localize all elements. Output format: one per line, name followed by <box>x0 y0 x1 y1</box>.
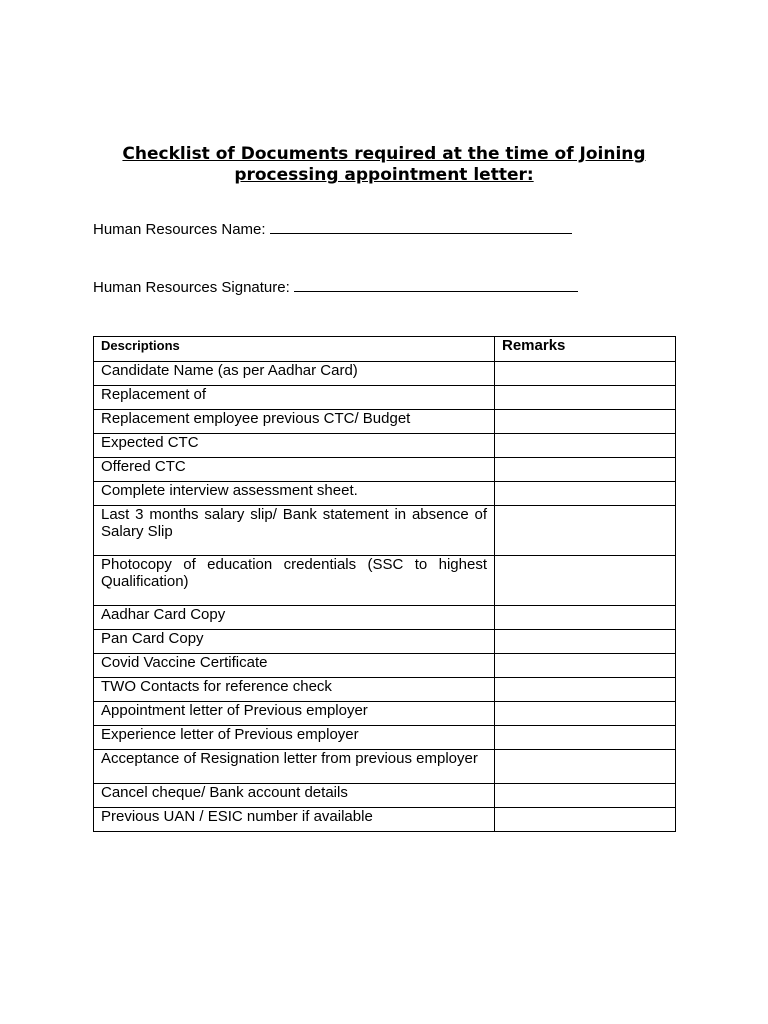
remarks-cell <box>495 362 676 386</box>
description-cell: TWO Contacts for reference check <box>94 678 495 702</box>
remarks-cell <box>495 750 676 784</box>
table-row <box>94 386 676 410</box>
table-row <box>94 606 676 630</box>
description-cell: Candidate Name (as per Aadhar Card) <box>94 362 495 386</box>
table-row <box>94 654 676 678</box>
table-row <box>94 458 676 482</box>
description-cell: Pan Card Copy <box>94 630 495 654</box>
table-row <box>94 808 676 832</box>
table-row <box>94 750 676 784</box>
description-cell: Replacement of <box>94 386 495 410</box>
description-cell: Experience letter of Previous employer <box>94 726 495 750</box>
description-cell: Previous UAN / ESIC number if available <box>94 808 495 832</box>
document-title <box>93 144 675 186</box>
remarks-cell <box>495 726 676 750</box>
hr-signature-blank-line <box>294 277 578 292</box>
remarks-cell <box>495 556 676 606</box>
table-row <box>94 784 676 808</box>
remarks-cell <box>495 654 676 678</box>
document-title-line-1: Checklist of Documents required at the time of Joining <box>122 144 646 164</box>
remarks-cell <box>495 386 676 410</box>
remarks-cell <box>495 606 676 630</box>
remarks-cell <box>495 506 676 556</box>
hr-name-label: Human Resources Name: <box>93 221 266 238</box>
remarks-cell <box>495 808 676 832</box>
remarks-header: Remarks <box>495 337 676 362</box>
table-row <box>94 630 676 654</box>
table-header-row <box>94 337 676 362</box>
description-cell: Complete interview assessment sheet. <box>94 482 495 506</box>
table-row <box>94 434 676 458</box>
descriptions-header: Descriptions <box>94 337 495 362</box>
description-cell: Last 3 months salary slip/ Bank statement in absence of Salary Slip <box>94 506 495 556</box>
description-cell: Replacement employee previous CTC/ Budget <box>94 410 495 434</box>
hr-name-blank-line <box>270 219 572 234</box>
table-row <box>94 506 676 556</box>
description-cell: Appointment letter of Previous employer <box>94 702 495 726</box>
description-cell: Cancel cheque/ Bank account details <box>94 784 495 808</box>
hr-name-field <box>93 219 572 239</box>
remarks-cell <box>495 630 676 654</box>
description-cell: Aadhar Card Copy <box>94 606 495 630</box>
hr-signature-field <box>93 277 578 297</box>
remarks-cell <box>495 458 676 482</box>
table-row <box>94 482 676 506</box>
remarks-cell <box>495 434 676 458</box>
description-cell: Acceptance of Resignation letter from previous employer <box>94 750 495 784</box>
table-row <box>94 410 676 434</box>
table-row <box>94 702 676 726</box>
document-title-line-2: processing appointment letter: <box>234 165 534 185</box>
documents-checklist-table <box>93 336 676 832</box>
remarks-cell <box>495 784 676 808</box>
table-row <box>94 678 676 702</box>
table-row <box>94 556 676 606</box>
remarks-cell <box>495 678 676 702</box>
table-row <box>94 362 676 386</box>
description-cell: Offered CTC <box>94 458 495 482</box>
hr-signature-label: Human Resources Signature: <box>93 279 290 296</box>
remarks-cell <box>495 482 676 506</box>
description-cell: Expected CTC <box>94 434 495 458</box>
description-cell: Photocopy of education credentials (SSC to highest Qualification) <box>94 556 495 606</box>
description-cell: Covid Vaccine Certificate <box>94 654 495 678</box>
remarks-cell <box>495 410 676 434</box>
table-row <box>94 726 676 750</box>
remarks-cell <box>495 702 676 726</box>
